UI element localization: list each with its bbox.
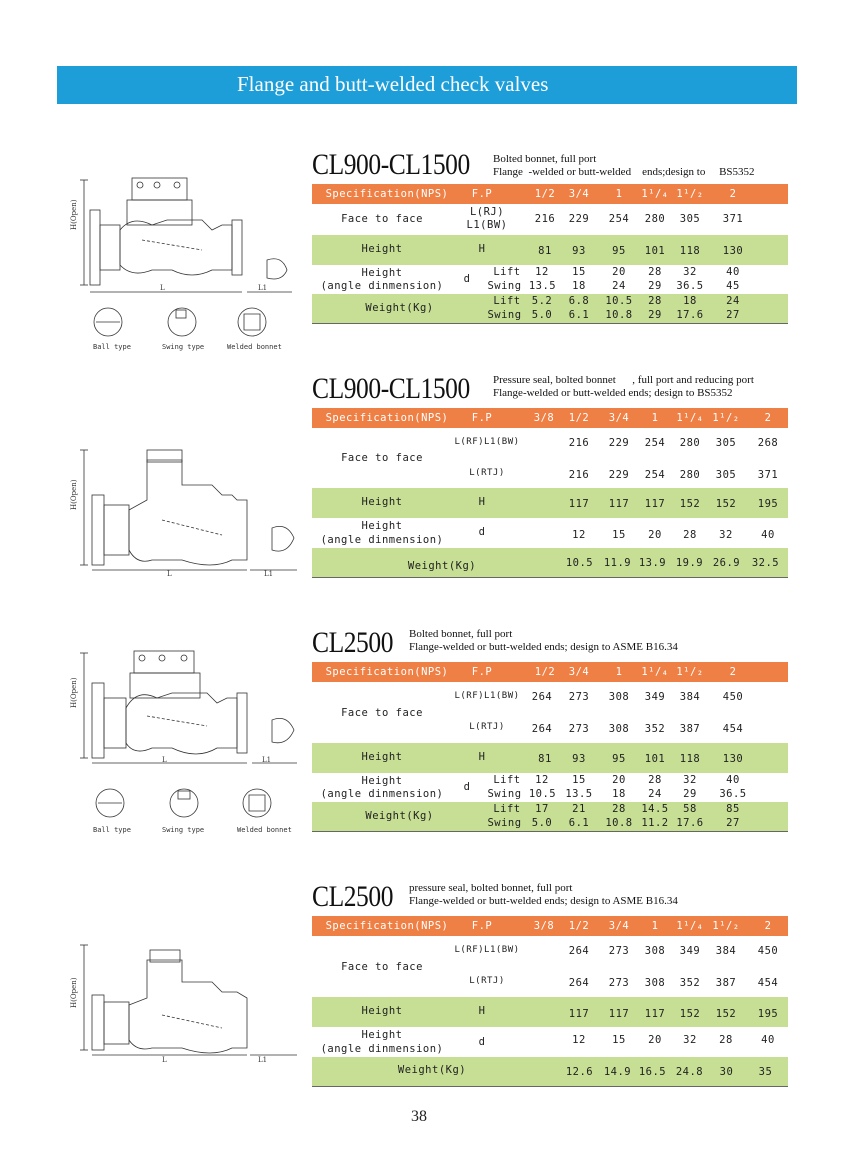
valve-drawing-pressure-seal [72, 440, 302, 580]
table-row-face: Face to face L(RF)L1(BW) L(RTJ) 264 273 308 349 384 450 264 273 308 352 387 454 [312, 682, 788, 743]
dim-l-label: L [167, 570, 172, 578]
table-bottom-rule [312, 577, 788, 578]
table-row-weight: Weight(Kg) 10.5 11.9 13.9 19.9 26.9 32.5 [312, 548, 788, 577]
model-title: CL900-CL1500 [312, 148, 470, 181]
table-row-angle: Height (angle dinmension) d Lift Swing 12 15 20 28 32 40 10.5 13.5 18 24 29 36.5 [312, 773, 788, 802]
model-description: Flange -welded or butt-welded ends;design to BS5352 [493, 166, 755, 178]
dim-h-label: H(Open) [70, 199, 78, 230]
dim-h-label: H(Open) [70, 479, 78, 510]
page-title: Flange and butt-welded check valves [237, 72, 549, 96]
dim-l1-label: L1 [264, 570, 274, 578]
table-header-row: Specification(NPS) F.P 3/8 1/2 3/4 1 1¹/₄ 1¹/₂ 2 [312, 408, 788, 428]
table-row-height: Height H 117 117 117 152 152 195 [312, 997, 788, 1027]
table-header-row: Specification(NPS) F.P 1/2 3/4 1 1¹/₄ 1¹/₂ 2 [312, 184, 788, 204]
table-row-face: Face to face L(RJ) L1(BW) 216 229 254 280 305 371 [312, 204, 788, 235]
table-row-weight: Weight(Kg) Lift Swing 5.2 6.8 10.5 28 18 24 5.0 6.1 10.8 29 17.6 27 [312, 294, 788, 323]
dim-h-label: H(Open) [70, 977, 78, 1008]
table-header-row: Specification(NPS) F.P 1/2 3/4 1 1¹/₄ 1¹/₂ 2 [312, 662, 788, 682]
model-description: Pressure seal, bolted bonnet , full port and reducing port [493, 374, 754, 386]
table-row-angle: Height (angle dinmension) d 12 15 20 28 32 40 [312, 518, 788, 548]
model-description: Flange-welded or butt-welded ends; design to BS5352 [493, 387, 733, 399]
table-row-height: Height H 81 93 95 101 118 130 [312, 743, 788, 773]
model-description: Bolted bonnet, full port [409, 628, 513, 640]
valve-drawing-pressure-seal [72, 940, 302, 1070]
dim-l-label: L [162, 756, 167, 764]
table-row-height: Height H 117 117 117 152 152 195 [312, 488, 788, 518]
valve-drawing-bolted-bonnet [72, 648, 302, 838]
caption-swing-type: Swing type [162, 343, 205, 351]
model-title: CL2500 [312, 626, 394, 659]
model-title: CL2500 [312, 880, 394, 913]
dim-l1-label: L1 [258, 1056, 268, 1064]
model-description: Flange-welded or butt-welded ends; design to ASME B16.34 [409, 895, 678, 907]
table-row-angle: Height (angle dinmension) d Lift Swing 12 15 20 28 32 40 13.5 18 24 29 36.5 45 [312, 265, 788, 294]
valve-drawing-bolted-bonnet [72, 170, 302, 355]
table-row-face: Face to face L(RF)L1(BW) L(RTJ) 216 229 254 280 305 268 216 229 254 280 305 371 [312, 428, 788, 488]
caption-ball-type: Ball type [93, 826, 131, 834]
dim-l1-label: L1 [258, 284, 268, 292]
table-bottom-rule [312, 831, 788, 832]
caption-swing-type: Swing type [162, 826, 205, 834]
dim-h-label: H(Open) [70, 677, 78, 708]
model-description: pressure seal, bolted bonnet, full port [409, 882, 573, 894]
model-title: CL900-CL1500 [312, 372, 470, 405]
table-row-height: Height H 81 93 95 101 118 130 [312, 235, 788, 265]
caption-welded-bonnet: Welded bonnet [227, 343, 282, 351]
dim-l-label: L [160, 284, 165, 292]
model-description: Bolted bonnet, full port [493, 153, 597, 165]
table-bottom-rule [312, 1086, 788, 1087]
dim-l-label: L [162, 1056, 167, 1064]
dim-l1-label: L1 [262, 756, 272, 764]
table-row-weight: Weight(Kg) Lift Swing 17 21 28 14.5 58 85 5.0 6.1 10.8 11.2 17.6 27 [312, 802, 788, 831]
caption-welded-bonnet: Welded bonnet [237, 826, 292, 834]
table-bottom-rule [312, 323, 788, 324]
model-description: Flange-welded or butt-welded ends; design to ASME B16.34 [409, 641, 678, 653]
table-row-weight: Weight(Kg) 12.6 14.9 16.5 24.8 30 35 [312, 1057, 788, 1086]
title-banner [57, 66, 797, 104]
table-row-angle: Height (angle dinmension) d 12 15 20 32 28 40 [312, 1027, 788, 1057]
table-header-row: Specification(NPS) F.P 3/8 1/2 3/4 1 1¹/₄ 1¹/₂ 2 [312, 916, 788, 936]
page-number: 38 [411, 1108, 427, 1125]
table-row-face: Face to face L(RF)L1(BW) L(RTJ) 264 273 308 349 384 450 264 273 308 352 387 454 [312, 936, 788, 997]
caption-ball-type: Ball type [93, 343, 131, 351]
